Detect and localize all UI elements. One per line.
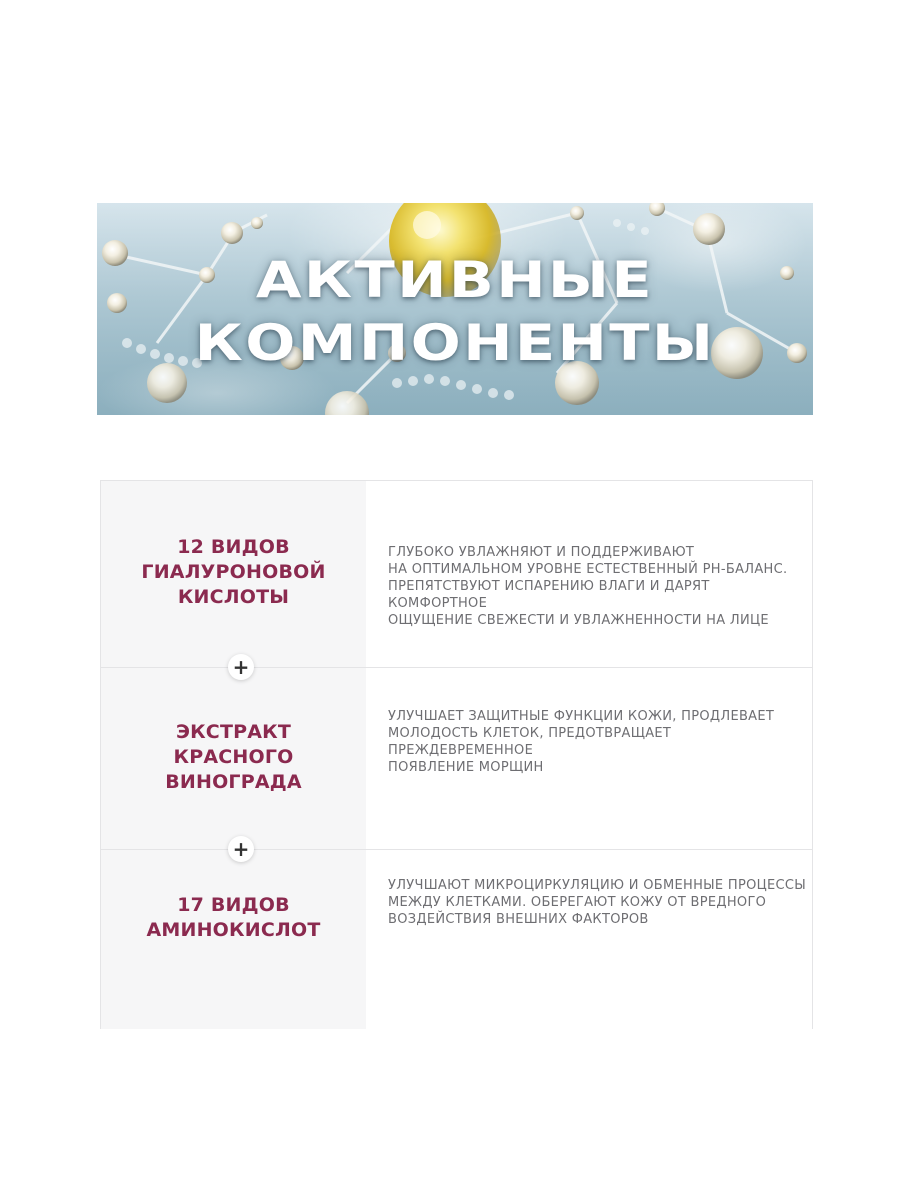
components-table xyxy=(100,480,813,1029)
component-description: ГЛУБОКО УВЛАЖНЯЮТ И ПОДДЕРЖИВАЮТ НА ОПТИМАЛЬНОМ УРОВНЕ ЕСТЕСТВЕННЫЙ PH-БАЛАНС. ПРЕПЯТСТВУЮТ ИСПАРЕНИЮ ВЛАГИ И ДАРЯТ КОМФОРТНОЕ ОЩУЩЕНИЕ СВЕЖЕСТИ И УВЛАЖНЕННОСТИ НА ЛИЦЕ xyxy=(388,545,788,628)
component-name: 12 ВИДОВ ГИАЛУРОНОВОЙ КИСЛОТЫ xyxy=(141,536,326,608)
component-name-cell xyxy=(101,481,366,667)
component-row xyxy=(101,481,812,667)
component-description: УЛУЧШАЕТ ЗАЩИТНЫЕ ФУНКЦИИ КОЖИ, ПРОДЛЕВАЕТ МОЛОДОСТЬ КЛЕТОК, ПРЕДОТВРАЩАЕТ ПРЕЖДЕВРЕМЕННОЕ ПОЯВЛЕНИЕ МОРЩИН xyxy=(388,709,775,775)
row-divider xyxy=(101,849,812,850)
component-name-cell xyxy=(101,667,366,849)
hero-banner xyxy=(97,203,813,415)
component-description-cell xyxy=(366,667,812,849)
component-row xyxy=(101,667,812,849)
plus-icon: + xyxy=(228,836,254,862)
component-name: ЭКСТРАКТ КРАСНОГО ВИНОГРАДА xyxy=(165,721,302,793)
component-description-cell xyxy=(366,849,812,1029)
row-divider xyxy=(101,667,812,668)
banner-title-line1: АКТИВНЫЕ xyxy=(255,251,655,309)
component-row xyxy=(101,849,812,1029)
plus-icon: + xyxy=(228,654,254,680)
component-name: 17 ВИДОВ АМИНОКИСЛОТ xyxy=(146,894,321,941)
component-name-cell xyxy=(101,849,366,1029)
banner-title-line2: КОМПОНЕНТЫ xyxy=(194,314,716,372)
component-description: УЛУЧШАЮТ МИКРОЦИРКУЛЯЦИЮ И ОБМЕННЫЕ ПРОЦЕССЫ МЕЖДУ КЛЕТКАМИ. ОБЕРЕГАЮТ КОЖУ ОТ ВРЕДНОГО ВОЗДЕЙСТВИЯ ВНЕШНИХ ФАКТОРОВ xyxy=(388,878,807,927)
component-description-cell xyxy=(366,481,812,667)
molecule-illustration xyxy=(97,203,813,415)
